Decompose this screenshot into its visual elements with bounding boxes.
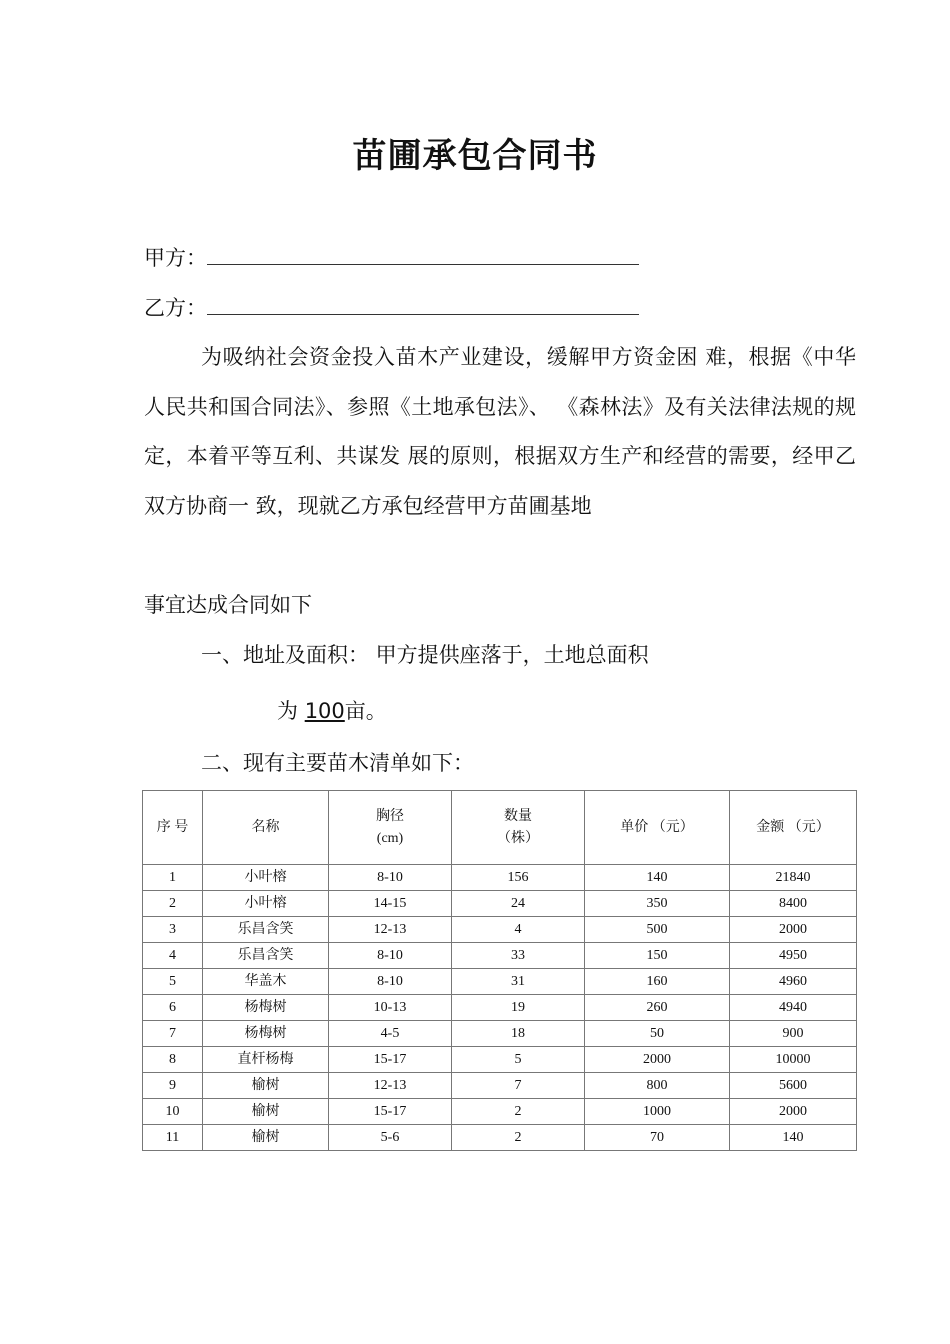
price-cell: 50 — [585, 1021, 730, 1047]
section-2-heading: 二、现有主要苗木清单如下： — [201, 751, 474, 775]
seq-cell: 8 — [143, 1047, 203, 1073]
table-row — [143, 943, 857, 969]
seq-cell: 4 — [143, 943, 203, 969]
table-row — [143, 995, 857, 1021]
price-cell: 2000 — [585, 1047, 730, 1073]
intro-tail: 事宜达成合同如下 — [144, 593, 312, 617]
price-cell: 140 — [585, 865, 730, 891]
name-cell: 杨梅树 — [203, 1021, 329, 1047]
area-suffix: 亩。 — [344, 699, 387, 723]
dbh-cell: 4-5 — [329, 1021, 452, 1047]
name-cell: 榆树 — [203, 1125, 329, 1151]
name-cell: 乐昌含笑 — [203, 917, 329, 943]
seq-cell: 7 — [143, 1021, 203, 1047]
section-1-area-line — [277, 696, 387, 726]
amount-cell: 8400 — [730, 891, 857, 917]
party-b-blank[interactable] — [207, 294, 639, 315]
dbh-cell: 5-6 — [329, 1125, 452, 1151]
qty-cell: 2 — [452, 1099, 585, 1125]
table-row — [143, 865, 857, 891]
document-title: 苗圃承包合同书 — [352, 136, 598, 176]
amount-cell: 2000 — [730, 917, 857, 943]
header-dbh-label: 胸径 — [376, 808, 404, 824]
table-header-row — [143, 791, 857, 865]
intro-paragraph: 为吸纳社会资金投入苗木产业建设，缓解甲方资金困 难，根据《中华人民共和国合同法》、参照《土地承包法》、 《森林法》及有关法律法规的规定，本着平等互利、共谋发 展的原则，根据双方生产和经营的需要，经甲乙双方协商一 致，现就乙方承包经营甲方苗圃基地 — [144, 345, 856, 518]
seq-cell: 3 — [143, 917, 203, 943]
price-cell: 800 — [585, 1073, 730, 1099]
name-cell: 榆树 — [203, 1073, 329, 1099]
seedling-table — [142, 790, 857, 1151]
seq-cell: 2 — [143, 891, 203, 917]
dbh-cell: 8-10 — [329, 943, 452, 969]
party-a-blank[interactable] — [207, 244, 639, 265]
price-cell: 260 — [585, 995, 730, 1021]
qty-cell: 2 — [452, 1125, 585, 1151]
amount-cell: 4940 — [730, 995, 857, 1021]
table-row — [143, 1073, 857, 1099]
dbh-cell: 10-13 — [329, 995, 452, 1021]
party-b-line — [144, 293, 639, 323]
amount-cell: 4960 — [730, 969, 857, 995]
qty-cell: 31 — [452, 969, 585, 995]
seq-cell: 10 — [143, 1099, 203, 1125]
table-row — [143, 1021, 857, 1047]
price-cell: 160 — [585, 969, 730, 995]
qty-cell: 156 — [452, 865, 585, 891]
amount-cell: 2000 — [730, 1099, 857, 1125]
table-row — [143, 1047, 857, 1073]
name-cell: 小叶榕 — [203, 891, 329, 917]
name-cell: 直杆杨梅 — [203, 1047, 329, 1073]
dbh-cell: 8-10 — [329, 969, 452, 995]
area-prefix: 为 — [277, 699, 298, 723]
qty-cell: 18 — [452, 1021, 585, 1047]
header-seq: 序 号 — [143, 791, 203, 865]
qty-cell: 24 — [452, 891, 585, 917]
dbh-cell: 15-17 — [329, 1047, 452, 1073]
dbh-cell: 8-10 — [329, 865, 452, 891]
amount-cell: 10000 — [730, 1047, 857, 1073]
area-value: 100 — [304, 699, 345, 723]
price-cell: 500 — [585, 917, 730, 943]
amount-cell: 900 — [730, 1021, 857, 1047]
seq-cell: 6 — [143, 995, 203, 1021]
party-a-label: 甲方： — [144, 246, 207, 270]
table-row — [143, 891, 857, 917]
qty-cell: 19 — [452, 995, 585, 1021]
dbh-cell: 15-17 — [329, 1099, 452, 1125]
header-dbh — [329, 791, 452, 865]
table-row — [143, 1099, 857, 1125]
seq-cell: 9 — [143, 1073, 203, 1099]
qty-cell: 33 — [452, 943, 585, 969]
party-b-label: 乙方： — [144, 296, 207, 320]
table-body — [143, 865, 857, 1151]
amount-cell: 21840 — [730, 865, 857, 891]
dbh-cell: 12-13 — [329, 1073, 452, 1099]
seq-cell: 5 — [143, 969, 203, 995]
header-price: 单价 （元） — [585, 791, 730, 865]
name-cell: 乐昌含笑 — [203, 943, 329, 969]
header-amount: 金额 （元） — [730, 791, 857, 865]
name-cell: 华盖木 — [203, 969, 329, 995]
party-a-line — [144, 243, 639, 273]
qty-cell: 4 — [452, 917, 585, 943]
seq-cell: 1 — [143, 865, 203, 891]
header-qty — [452, 791, 585, 865]
price-cell: 350 — [585, 891, 730, 917]
amount-cell: 4950 — [730, 943, 857, 969]
seq-cell: 11 — [143, 1125, 203, 1151]
header-dbh-unit: (cm) — [376, 830, 404, 846]
name-cell: 榆树 — [203, 1099, 329, 1125]
name-cell: 杨梅树 — [203, 995, 329, 1021]
qty-cell: 7 — [452, 1073, 585, 1099]
section-1-heading: 一、地址及面积： 甲方提供座落于，土地总面积 — [201, 643, 649, 667]
amount-cell: 140 — [730, 1125, 857, 1151]
name-cell: 小叶榕 — [203, 865, 329, 891]
amount-cell: 5600 — [730, 1073, 857, 1099]
qty-cell: 5 — [452, 1047, 585, 1073]
table-row — [143, 1125, 857, 1151]
price-cell: 70 — [585, 1125, 730, 1151]
header-qty-label: 数量 — [504, 808, 532, 824]
price-cell: 150 — [585, 943, 730, 969]
price-cell: 1000 — [585, 1099, 730, 1125]
table-row — [143, 969, 857, 995]
header-qty-unit: （株） — [497, 830, 539, 846]
table-row — [143, 917, 857, 943]
dbh-cell: 12-13 — [329, 917, 452, 943]
header-name: 名称 — [203, 791, 329, 865]
dbh-cell: 14-15 — [329, 891, 452, 917]
